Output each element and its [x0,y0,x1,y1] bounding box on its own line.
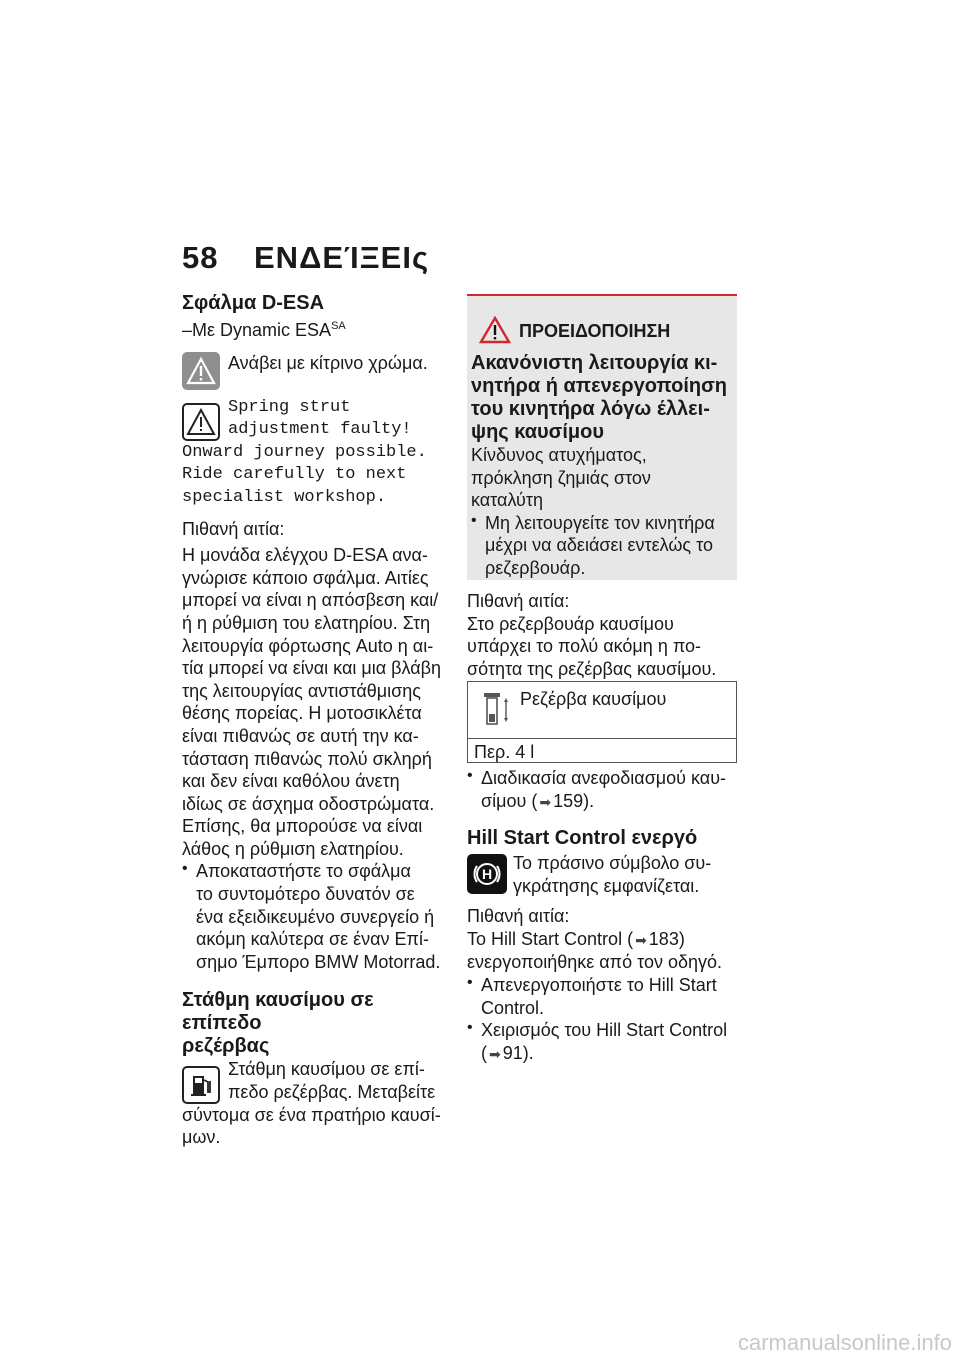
bullet-line: • Αποκαταστήστε το σφάλμα [196,861,411,882]
spec-label: Ρεζέρβα καυσίμου [520,689,667,709]
hsc-line: Το πράσινο σύμβολο συ- [513,853,712,874]
cause-line: Η μονάδα ελέγχου D-ESA ανα- [182,545,428,566]
warning-bold-line: Ακανόνιστη λειτουργία κι- [471,352,718,374]
cause-line: τία μπορεί να είναι και μια βλάβη [182,658,441,679]
warning-triangle-icon [182,352,220,390]
cause-line: Στο ρεζερβουάρ καυσίμου [467,613,674,634]
cause-line: ιδίως σε άσχημα οδοστρώματα. [182,793,435,814]
cause-line: λειτουργία φόρτωσης Auto η αι- [182,635,434,656]
bullet-line: ακόμη καλύτερα σε έναν Επί- [196,929,429,950]
cause-line: θέσης πορείας. Η μοτοσικλέτα [182,703,422,724]
display-line-4: Ride carefully to next [182,465,407,485]
option-code: SA [331,320,346,332]
warning-text-line: Κίνδυνος ατυχήματος, [471,445,647,465]
cause-line: και δεν είναι καθόλου άνετη [182,771,400,792]
fuel-line: πεδο ρεζέρβας. Μεταβείτε [228,1082,436,1103]
section-title: ΕΝΔΕΊΞΕΙς [254,240,430,275]
indicator-text: Ανάβει με κίτρινο χρώμα. [228,352,428,373]
heading-fuel-line: Στάθμη καυσίμου σε επίπεδο [182,989,374,1035]
warning-bold-line: ψης καυσίμου [471,421,604,443]
warning-bold-line: νητήρα ή απενεργοποίηση [471,375,727,397]
cause2-line-2: ενεργοποιήθηκε από τον οδηγό. [467,952,723,973]
heading-desa-fault: Σφάλμα D-ESA [182,292,325,314]
spec-table [467,681,737,763]
right-column-lower [467,767,737,1065]
warning-body [471,352,735,580]
bullet-line: σημο Έμπορο BMW Motorrad. [196,951,441,972]
cause-line: της λειτουργίας αντιστάθμισης [182,680,421,701]
hill-start-control-icon [467,854,507,894]
cause-line: σότητα της ρεζέρβας καυσίμου. [467,658,717,679]
hsc-line: γκράτησης εμφανίζεται. [513,875,700,896]
fuel-reserve-icon [480,690,520,735]
svg-text:H: H [481,866,493,883]
fuel-reserve-svg [480,690,520,730]
warning-label: ΠΡΟΕΙΔΟΠΟΙΗΣΗ [519,321,671,341]
bullet-item [467,974,737,1019]
bullet-line: το συντομότερο δυνατόν σε [196,884,415,905]
b1-line: • Απενεργοποιήστε το Hill Start [481,974,717,995]
display-line-5: specialist workshop. [182,487,387,507]
warning-bold-line: του κινητήρα λόγω έλλει- [471,398,710,420]
spec-table-row [468,739,736,765]
page-header [182,240,429,276]
cause-line: μπορεί να είναι η απόσβεση και/ [182,590,439,611]
b1-line: Control. [481,997,545,1018]
warning-triangle-red-svg [479,316,511,344]
warning-triangle-svg [184,354,218,388]
fuel-indicator-row [182,1058,452,1148]
fuel-pump-svg [184,1068,218,1102]
reference-arrow-icon: ➡ [539,793,552,810]
warning-triangle-outline-svg [184,405,218,439]
b2-text: ( [481,1042,487,1063]
warning-triangle-icon [479,316,511,349]
left-column [182,292,452,1149]
b2-line: • Χειρισμός του Hill Start Control [481,1020,728,1041]
bullet-item [467,1019,737,1065]
cause-text [182,544,452,860]
display-line-3: Onward journey possible. [182,442,427,462]
display-message [182,397,452,510]
display-line-2: adjustment faulty! [228,420,412,440]
page-reference[interactable]: 183) [648,928,685,949]
warning-text-line: πρόκληση ζημιάς στον [471,467,651,488]
warning-box [467,294,737,580]
fuel-line: Στάθμη καυσίμου σε επί- [228,1059,425,1080]
cause-line: λάθος η ρύθμιση ελατηρίου. [182,838,404,859]
with-dynamic-esa [182,315,452,342]
page-reference[interactable]: 159). [553,790,595,811]
warning-bullet [471,512,735,580]
page-reference[interactable]: 91). [502,1042,534,1063]
proc-line-2 [481,790,737,814]
cause-line: ή η ρύθμιση του ελατηρίου. Στη [182,612,431,633]
heading-fuel-line: ρεζέρβας [182,1035,270,1058]
warning-bullet-line: • Μη λειτουργείτε τον κινητήρα [485,512,715,533]
with-dynamic-esa-text: –Με Dynamic ESA [182,320,332,340]
spec-value: Περ. 4 l [474,742,535,762]
cause-label: Πιθανή αιτία: [467,906,570,927]
cause-line: υπάρχει το πολύ ακόμη η πο- [467,636,701,657]
heading-fuel-reserve [182,989,452,1058]
hill-start-control-svg [469,856,505,892]
bullet-item [467,767,737,813]
b2-line-2 [481,1042,737,1066]
page-number: 58 [182,240,219,275]
warning-triangle-icon [182,403,220,441]
heading-hill-start: Hill Start Control ενεργό [467,827,698,850]
bullet-line: ένα εξειδικευμένο συνεργείο ή [196,906,435,927]
cause-label: Πιθανή αιτία: [182,518,285,539]
spec-table-header [468,682,736,739]
cause-line: γνώρισε κάποιο σφάλμα. Αιτίες [182,567,429,588]
cause-label: Πιθανή αιτία: [467,591,570,611]
reference-arrow-icon: ➡ [635,931,647,948]
reference-arrow-icon: ➡ [489,1045,501,1062]
fuel-pump-icon [182,1066,220,1104]
display-line-1: Spring strut [228,397,351,417]
proc-text: σίμου ( [481,790,538,811]
proc-line: • Διαδικασία ανεφοδιασμού καυ- [481,768,727,788]
cause2-text: Το Hill Start Control ( [467,928,634,949]
indicator-row [182,350,452,390]
fuel-line: μων. [182,1127,221,1148]
bullet-item [182,860,452,973]
cause-line: Επίσης, θα μπορούσε να είναι [182,816,423,837]
warning-bullet-line: ρεζερβουάρ. [485,557,586,578]
right-column-upper [467,590,737,680]
warning-text-line: καταλύτη [471,490,543,511]
cause2-line-1 [467,928,737,952]
hsc-indicator-row [467,852,737,898]
cause-line: είναι πιθανώς σε αυτή την κα- [182,725,419,746]
warning-bullet-line: μέχρι να αδειάσει εντελώς το [485,535,713,556]
fuel-line: σύντομα σε ένα πρατήριο καυσί- [182,1104,441,1125]
cause-line: τάσταση πιθανώς πολύ σκληρή [182,748,432,769]
watermark: carmanualsonline.info [737,1330,952,1355]
